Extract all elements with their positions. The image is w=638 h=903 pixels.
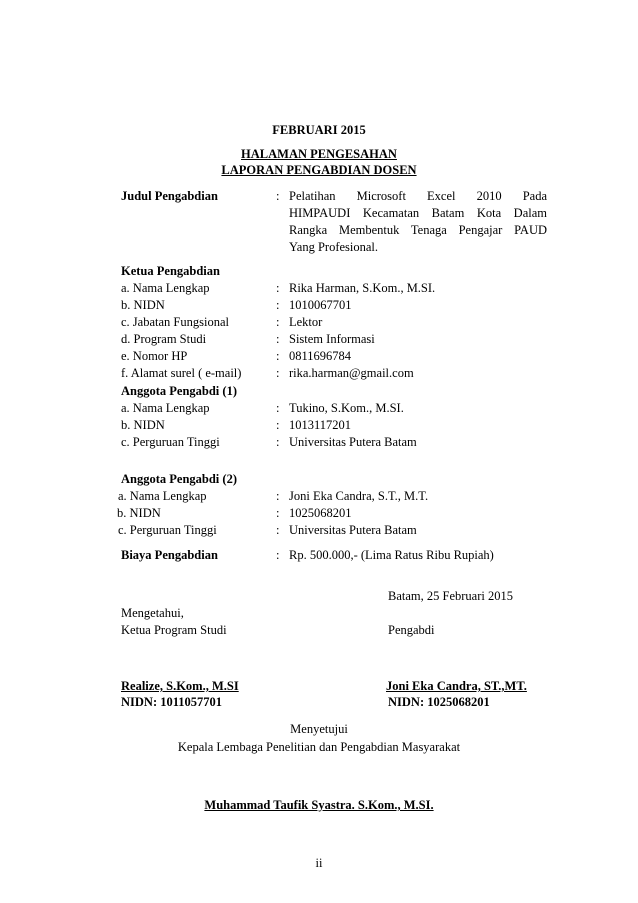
left-signer-nidn: NIDN: 1011057701	[121, 695, 223, 709]
judul-line-2: HIMPAUDI Kecamatan Batam Kota Dalam	[289, 206, 547, 220]
ketua-colon: :	[276, 315, 280, 329]
ketua-label: b. NIDN	[121, 298, 165, 312]
ketua-heading: Ketua Pengabdian	[121, 264, 220, 278]
ketua-value: Lektor	[289, 315, 323, 329]
approval-signer-name: Muhammad Taufik Syastra. S.Kom., M.SI.	[204, 798, 434, 812]
approval-role: Kepala Lembaga Penelitian dan Pengabdian Masyarakat	[177, 740, 461, 754]
left-role: Ketua Program Studi	[121, 623, 227, 637]
judul-line-3: Rangka Membentuk Tenaga Pengajar PAUD	[289, 223, 547, 237]
approval-label: Menyetujui	[290, 722, 348, 736]
anggota2-label: c. Perguruan Tinggi	[118, 523, 217, 537]
ketua-colon: :	[276, 366, 280, 380]
judul-label: Judul Pengabdian	[121, 189, 218, 203]
anggota1-label: b. NIDN	[121, 418, 165, 432]
anggota2-colon: :	[276, 523, 280, 537]
ketua-colon: :	[276, 298, 280, 312]
anggota1-value: 1013117201	[289, 418, 352, 432]
biaya-colon: :	[276, 548, 280, 562]
ketua-colon: :	[276, 281, 280, 295]
right-signer-nidn: NIDN: 1025068201	[388, 695, 490, 709]
anggota2-label: a. Nama Lengkap	[118, 489, 207, 503]
ketua-label: d. Program Studi	[121, 332, 207, 346]
biaya-label: Biaya Pengabdian	[121, 548, 218, 562]
ketua-label: c. Jabatan Fungsional	[121, 315, 229, 329]
anggota1-colon: :	[276, 401, 280, 415]
right-role: Pengabdi	[388, 623, 435, 637]
ketua-colon: :	[276, 332, 280, 346]
anggota1-colon: :	[276, 435, 280, 449]
ketua-value: rika.harman@gmail.com	[289, 366, 414, 380]
anggota2-value: Universitas Putera Batam	[289, 523, 417, 537]
ketua-value: 1010067701	[289, 298, 352, 312]
anggota1-value: Universitas Putera Batam	[289, 435, 417, 449]
ketua-label: f. Alamat surel ( e-mail)	[121, 366, 242, 380]
anggota1-label: a. Nama Lengkap	[121, 401, 210, 415]
anggota2-colon: :	[276, 506, 280, 520]
ketua-value: 0811696784	[289, 349, 352, 363]
judul-line-1: Pelatihan Microsoft Excel 2010 Pada	[289, 189, 547, 203]
right-signer-name: Joni Eka Candra, ST.,MT.	[386, 679, 527, 693]
left-intro: Mengetahui,	[121, 606, 184, 620]
place-date: Batam, 25 Februari 2015	[388, 589, 513, 603]
anggota2-value: Joni Eka Candra, S.T., M.T.	[289, 489, 429, 503]
ketua-label: e. Nomor HP	[121, 349, 188, 363]
left-signer-name: Realize, S.Kom., M.SI	[121, 679, 239, 693]
anggota1-heading: Anggota Pengabdi (1)	[121, 384, 237, 398]
ketua-value: Sistem Informasi	[289, 332, 375, 346]
ketua-colon: :	[276, 349, 280, 363]
ketua-value: Rika Harman, S.Kom., M.SI.	[289, 281, 436, 295]
judul-colon: :	[276, 189, 280, 203]
page-number: ii	[315, 856, 323, 870]
page-title: HALAMAN PENGESAHAN	[241, 147, 397, 161]
page-subtitle: LAPORAN PENGABDIAN DOSEN	[221, 163, 417, 177]
anggota2-colon: :	[276, 489, 280, 503]
ketua-label: a. Nama Lengkap	[121, 281, 210, 295]
biaya-value: Rp. 500.000,- (Lima Ratus Ribu Rupiah)	[289, 548, 494, 562]
anggota1-label: c. Perguruan Tinggi	[121, 435, 220, 449]
anggota2-value: 1025068201	[289, 506, 352, 520]
judul-line-4: Yang Profesional.	[289, 240, 379, 254]
anggota1-colon: :	[276, 418, 280, 432]
anggota2-heading: Anggota Pengabdi (2)	[121, 472, 237, 486]
anggota2-label: b. NIDN	[117, 506, 161, 520]
document-date: FEBRUARI 2015	[272, 123, 366, 137]
anggota1-value: Tukino, S.Kom., M.SI.	[289, 401, 404, 415]
